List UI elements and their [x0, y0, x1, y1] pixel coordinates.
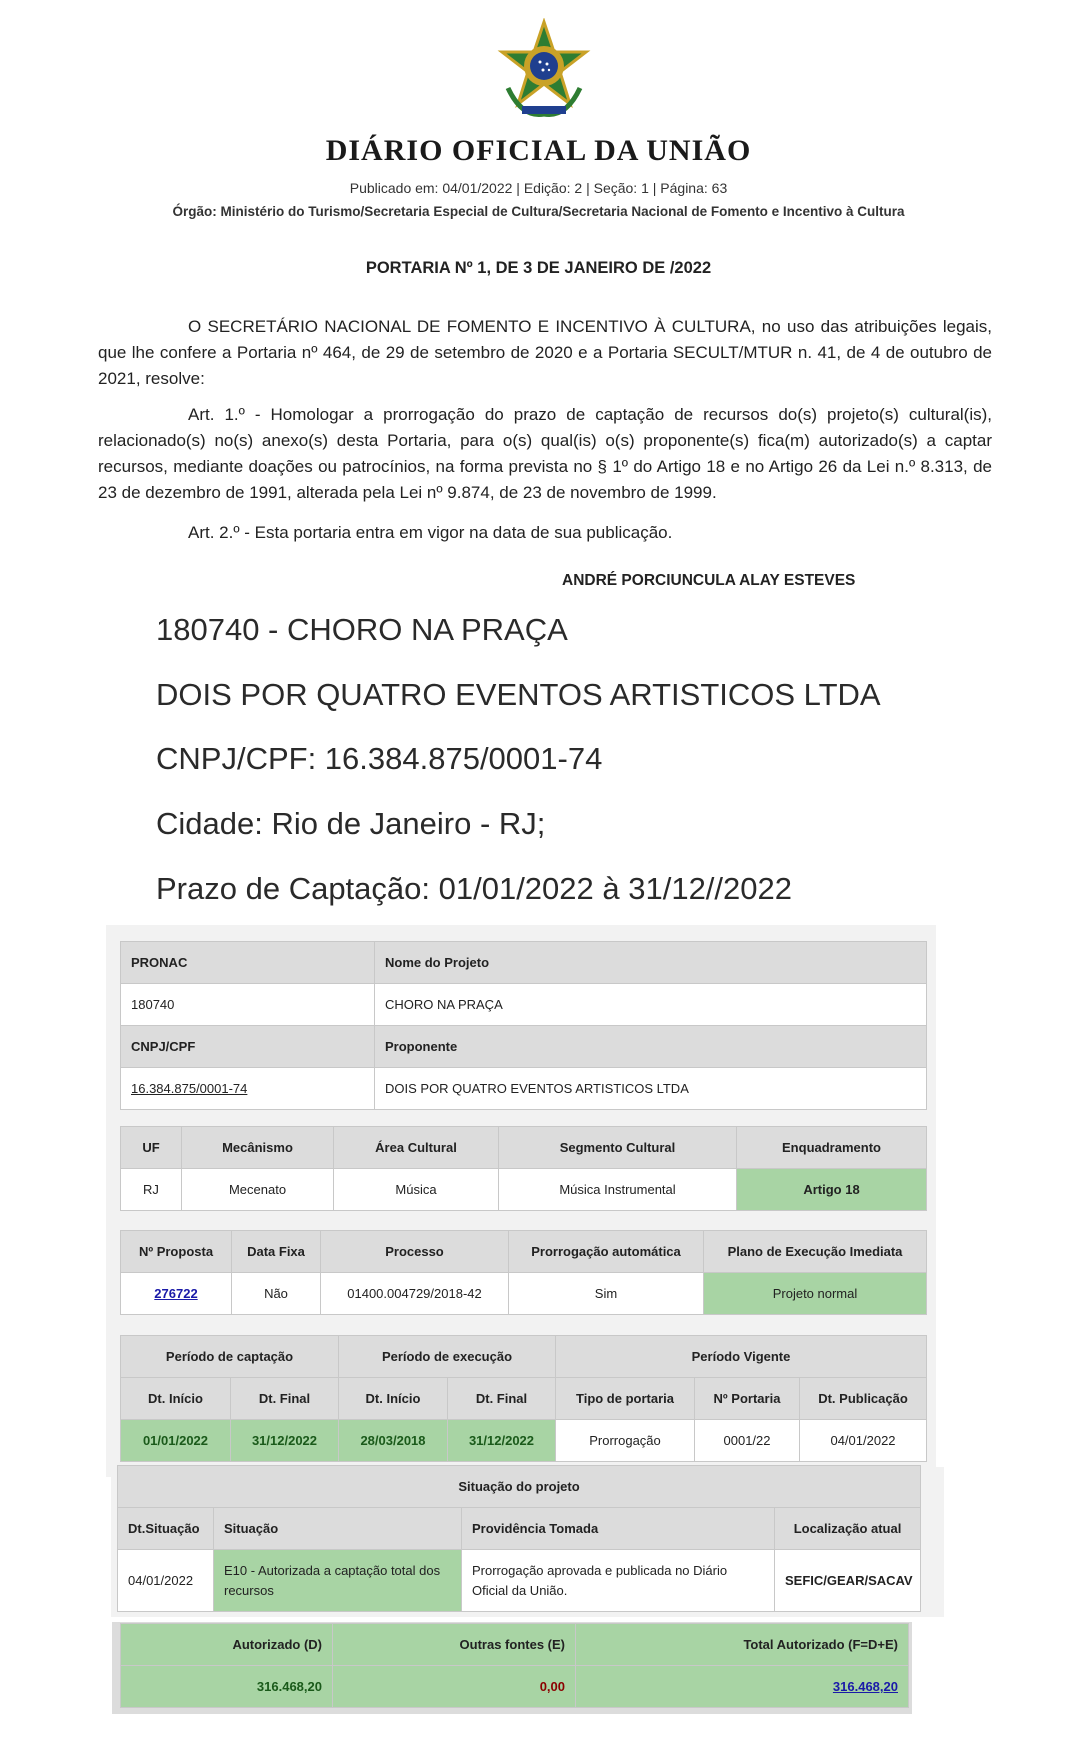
outras-fontes-value: 0,00 [333, 1666, 576, 1708]
dt-publicacao-value: 04/01/2022 [800, 1420, 927, 1462]
brazil-coat-of-arms-icon [492, 18, 596, 122]
execucao-final-value: 31/12/2022 [448, 1420, 556, 1462]
situacao-title: Situação do projeto [118, 1466, 921, 1508]
journal-title: DIÁRIO OFICIAL DA UNIÃO [325, 134, 752, 167]
group-periodo-execucao: Período de execução [339, 1336, 556, 1378]
header-captacao-final: Dt. Final [231, 1378, 339, 1420]
header-area-cultural: Área Cultural [334, 1127, 499, 1169]
group-periodo-captacao: Período de captação [121, 1336, 339, 1378]
summary-city: Cidade: Rio de Janeiro - RJ; [156, 806, 546, 841]
plano-execucao-value: Projeto normal [704, 1273, 927, 1315]
header-tipo-portaria: Tipo de portaria [556, 1378, 695, 1420]
orgao-line: Órgão: Ministério do Turismo/Secretaria Especial de Cultura/Secretaria Nacional de Fomento e Incentivo à Cultura [172, 204, 905, 219]
publication-line: Publicado em: 04/01/2022 | Edição: 2 | Seção: 1 | Página: 63 [349, 180, 728, 196]
header-cnpj: CNPJ/CPF [121, 1026, 375, 1068]
header-mecanismo: Mecânismo [182, 1127, 334, 1169]
summary-proponent: DOIS POR QUATRO EVENTOS ARTISTICOS LTDA [156, 677, 881, 712]
cnpj-link[interactable]: 16.384.875/0001-74 [131, 1081, 248, 1096]
paragraph-3-text: Art. 2.º - Esta portaria entra em vigor na data de sua publicação. [188, 523, 673, 542]
area-cultural-value: Música [334, 1169, 499, 1211]
header-nome-projeto: Nome do Projeto [375, 942, 927, 984]
providencia-value: Prorrogação aprovada e publicada no Diário Oficial da União. [462, 1550, 775, 1612]
pronac-value: 180740 [121, 984, 375, 1026]
header-execucao-inicio: Dt. Início [339, 1378, 448, 1420]
header-segmento-cultural: Segmento Cultural [499, 1127, 737, 1169]
tipo-portaria-value: Prorrogação [556, 1420, 695, 1462]
proposal-table [120, 1230, 927, 1315]
dt-situacao-value: 04/01/2022 [118, 1550, 214, 1612]
authorized-values-table [120, 1623, 909, 1708]
header-outras-fontes: Outras fontes (E) [333, 1624, 576, 1666]
portaria-paragraph-1 [98, 314, 992, 392]
summary-project: 180740 - CHORO NA PRAÇA [156, 612, 568, 647]
header-localizacao: Localização atual [775, 1508, 921, 1550]
paragraph-1-text: O SECRETÁRIO NACIONAL DE FOMENTO E INCENTIVO À CULTURA, no uso das atribuições legais, que lhe confere a Portaria nº 464, de 29 de setembro de 2020 e a Portaria SECULT/MTUR n. 41, de 4 de outubro de 2021, resolve: [98, 317, 992, 388]
segmento-cultural-value: Música Instrumental [499, 1169, 737, 1211]
signer-name: ANDRÉ PORCIUNCULA ALAY ESTEVES [562, 572, 856, 589]
data-fixa-value: Não [232, 1273, 321, 1315]
periods-table [120, 1335, 927, 1462]
summary-cnpj: CNPJ/CPF: 16.384.875/0001-74 [156, 741, 603, 776]
header-execucao-final: Dt. Final [448, 1378, 556, 1420]
header-proponente: Proponente [375, 1026, 927, 1068]
header-data-fixa: Data Fixa [232, 1231, 321, 1273]
header-n-proposta: Nº Proposta [121, 1231, 232, 1273]
portaria-paragraph-2 [98, 402, 992, 506]
localizacao-value: SEFIC/GEAR/SACAV [775, 1550, 921, 1612]
portaria-paragraph-3 [98, 520, 992, 546]
header-providencia: Providência Tomada [462, 1508, 775, 1550]
proposta-link[interactable]: 276722 [154, 1286, 198, 1301]
header-uf: UF [121, 1127, 182, 1169]
group-periodo-vigente: Período Vigente [556, 1336, 927, 1378]
captacao-inicio-value: 01/01/2022 [121, 1420, 231, 1462]
execucao-inicio-value: 28/03/2018 [339, 1420, 448, 1462]
header-processo: Processo [321, 1231, 509, 1273]
situacao-value: E10 - Autorizada a captação total dos recursos [214, 1550, 462, 1612]
header-plano-execucao: Plano de Execução Imediata [704, 1231, 927, 1273]
uf-value: RJ [121, 1169, 182, 1211]
header-situacao: Situação [214, 1508, 462, 1550]
project-identification-table [120, 941, 927, 1110]
header-autorizado: Autorizado (D) [121, 1624, 333, 1666]
processo-value: 01400.004729/2018-42 [321, 1273, 509, 1315]
autorizado-value: 316.468,20 [121, 1666, 333, 1708]
header-dt-situacao: Dt.Situação [118, 1508, 214, 1550]
total-autorizado-link[interactable]: 316.468,20 [832, 1679, 898, 1694]
paragraph-2-text: Art. 1.º - Homologar a prorrogação do prazo de captação de recursos do(s) projeto(s) cultural(is), relacionado(s) no(s) anexo(s) desta Portaria, para o(s) qual(is) o(s) proponente(s) fica(m) autorizado(s) a captar recursos, mediante doações ou patrocínios, na forma prevista no § 1º do Artigo 18 e no Artigo 26 da Lei n.º 8.313, de 23 de dezembro de 1991, alterada pela Lei nº 9.874, de 23 de novembro de 1999. [98, 405, 992, 502]
prorrogacao-value: Sim [509, 1273, 704, 1315]
situation-table [117, 1465, 921, 1612]
nome-projeto-value: CHORO NA PRAÇA [375, 984, 927, 1026]
mecanismo-value: Mecenato [182, 1169, 334, 1211]
proponente-value: DOIS POR QUATRO EVENTOS ARTISTICOS LTDA [375, 1068, 927, 1110]
enquadramento-value: Artigo 18 [737, 1169, 927, 1211]
header-enquadramento: Enquadramento [737, 1127, 927, 1169]
header-prorrogacao-automatica: Prorrogação automática [509, 1231, 704, 1273]
captacao-final-value: 31/12/2022 [231, 1420, 339, 1462]
summary-deadline: Prazo de Captação: 01/01/2022 à 31/12//2022 [156, 871, 792, 906]
portaria-title: PORTARIA Nº 1, DE 3 DE JANEIRO DE /2022 [365, 259, 712, 277]
header-n-portaria: Nº Portaria [695, 1378, 800, 1420]
header-dt-publicacao: Dt. Publicação [800, 1378, 927, 1420]
n-portaria-value: 0001/22 [695, 1420, 800, 1462]
classification-table [120, 1126, 927, 1211]
header-total-autorizado: Total Autorizado (F=D+E) [576, 1624, 909, 1666]
header-captacao-inicio: Dt. Início [121, 1378, 231, 1420]
header-pronac: PRONAC [121, 942, 375, 984]
